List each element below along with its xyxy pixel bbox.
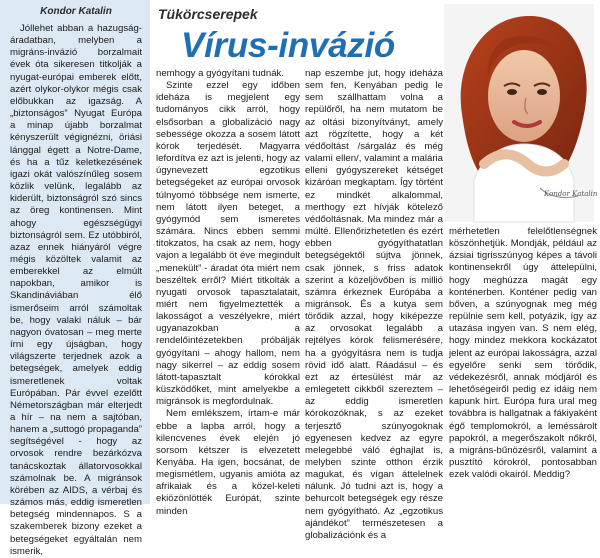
right-column — [449, 226, 597, 504]
left-column — [0, 0, 150, 557]
paragraph: nap eszembe jut, hogy ideháza sem fen, Kenyában pedig le sem szállhattam volna a repülőről, ha nem mutatom be az oltási bizonyítványt, amely azt rögzítette, hogy a két védőoltást /sárgaláz és még valami ellen/, valamint a malária elleni gyógyszereket kétséget kizáróan megkaptam. Így történt ez mindkét alkalommal, merthogy ezt hívják kötelező védőoltásnak. Ma mindez már a múlté. Ellenőrizhetetlen és ezért ebben gyógyíthatatlan betegségektől sújtva jönnek, csak jönnek, s friss adatok szerint a közeljövőben is millió számra érkeznek Európába a migránsok. És a kutya sem törődik azzal, hogy kiképezze az orvosokat legalább a rejtélyes kórok felismerésére, ha a gyógyításra nem is tudja rövid idő alatt. Ráadásul – és ezt az értesülést már az emlegetett cikkből szereztem – az eddig ismeretlen kórokozóknak, s az ezeket terjesztő szúnyogoknak egyenesen kedvez az egyre melegebbé váló éghajlat is, melyben szinte otthon érzik magukat, és vígan áttelelnek nálunk. Jó tudni azt is, hogy a behurcolt betegségek egy része nem gyógyítható. Az „egzotikus ajándékot” természetesen a globalizációnk és a — [305, 68, 443, 541]
section-title: Tükörcserepek — [158, 6, 258, 22]
portrait-illustration — [444, 4, 598, 222]
middle-column — [156, 68, 300, 517]
paragraph: mérhetetlen felelőtlenségnek köszönhetjük. Mondják, például az ázsiai tigrisszúnyog képes a távoli kontinensekről úgy áttelepülni, hogy meghúzza magát egy konténerben. Konténer pedig van bőven, a szúnyognak meg még repülnie sem kell, potyázik, így az utazása ingyen van. S nem elég, hogy mindez mekkora kockázatot jelent az európai lakosságra, azzal egyelőre senki sem törődik, védekezésről, annak módjáról és lehetőségeiről pedig ez idáig nem kapunk hírt. Európa fura ural meg továbbra is hallgatnak a fákiyaként égő templomokról, a leméssárolt papokról, a megerőszakolt nőkről, a migráns-bűnözésről, valamint a pusztító kórokról, pontosabban ezek valódi okairól. Meddig? — [449, 226, 597, 481]
paragraph: Nem emlékszem, írtam-e már ebbe a lapba arról, hogy a kilencvenes évek elején jó sorsom kétszer is elvezetett Kenyába. Ha igen, bocsánat, de megismétlem, ugyanis amióta az afrikaiak és a közel-keleti ekiözönlötték Európát, szinte minden — [156, 408, 300, 517]
signature: Kondor Katalin — [544, 190, 598, 198]
article-headline: Vírus-invázió — [181, 26, 395, 65]
paragraph: nemhogy a gyógyítani tudnák. — [156, 68, 285, 79]
author-portrait — [444, 4, 598, 222]
column-author: Kondor Katalin — [40, 6, 112, 17]
paragraph: Szinte ezzel egy időben ideháza is megjelent egy tudományos cikk arról, hogy elsősorban a globalizáció nagy sebessége okozza a sosem látott kórok terjedését. Magyarra lefordítva ez azt is jelenti, hogy az úgynevezett egzotikus betegségeket az európai orvosok túlnyomó többsége nem ismerte, nem látott ilyen beteget, a gyógymód sem ismeretes számára. Nincs ebben semmi titokzatos, ha csak az nem, hogy vajon a legalább öt éve megindult „menekült” - áradat óta miért nem beszéltek erről? Miért titkolták a nyugati orvosok tapasztalatait, miért nem figyelmeztették a lakosságot a veszélyekre, miért ugyanazokban a rendelőintézetekben próbálják gyógyítani – ahogy hallom, nem nagy sikerrel – az eddig sosem látott-tapasztalt kórokkal küszködőket, mint amelyekbe a migránsok is megfordulnak. — [156, 80, 300, 408]
paragraph: Jóllehet abban a hazugság-áradatban, melyben a migráns-invázió borzalmait évek óta sikeresen titkolják a nyugat-európai emberek előtt, azért olykor-olykor mégis csak előbukkan az igazság. A „biztonságos” Nyugat Európa a minap újabb borzalmat kényszerült végignézni, öriási lánggal égett a Notre-Dame, és ha a tűz keletkezésének igazi okát valószínűleg sosem közlik velünk, legalább az kiderült, biztonságról szó sincs az öreg kontinensen. Mint ahogy egészségügyi biztonságról sem. Ez utóbbiról, azaz ennek hiányáról végre mégis közöltek valamit az emberekkel az elmúlt napokban, amikor is Skandináviában élő ismerőseim arról számoltak be, hogy valaki náluk – bár nagyon óvatosan – meg merte írni egy újságban, hogy világszerte terjednek azok a betegségek, amelyek eddig ismeretlenek voltak Európában. Pár évvel ezelőtt Németországban már elterjedt a hír – na nem a sajtóban, hanem a „suttogó propaganda” segítségével - hogy az orvosok rendre bezárkózva tanácskoztak állatorvosokkal számolnak be. A migránsok körében az AIDS, a vérbaj és számos más, eddig ismeretlen betegség mindennapos. S a szakemberek bizony ezeket a betegségeket egyáltalán nem ismerik, — [10, 23, 142, 557]
third-column — [305, 68, 443, 541]
article-header — [158, 6, 430, 72]
